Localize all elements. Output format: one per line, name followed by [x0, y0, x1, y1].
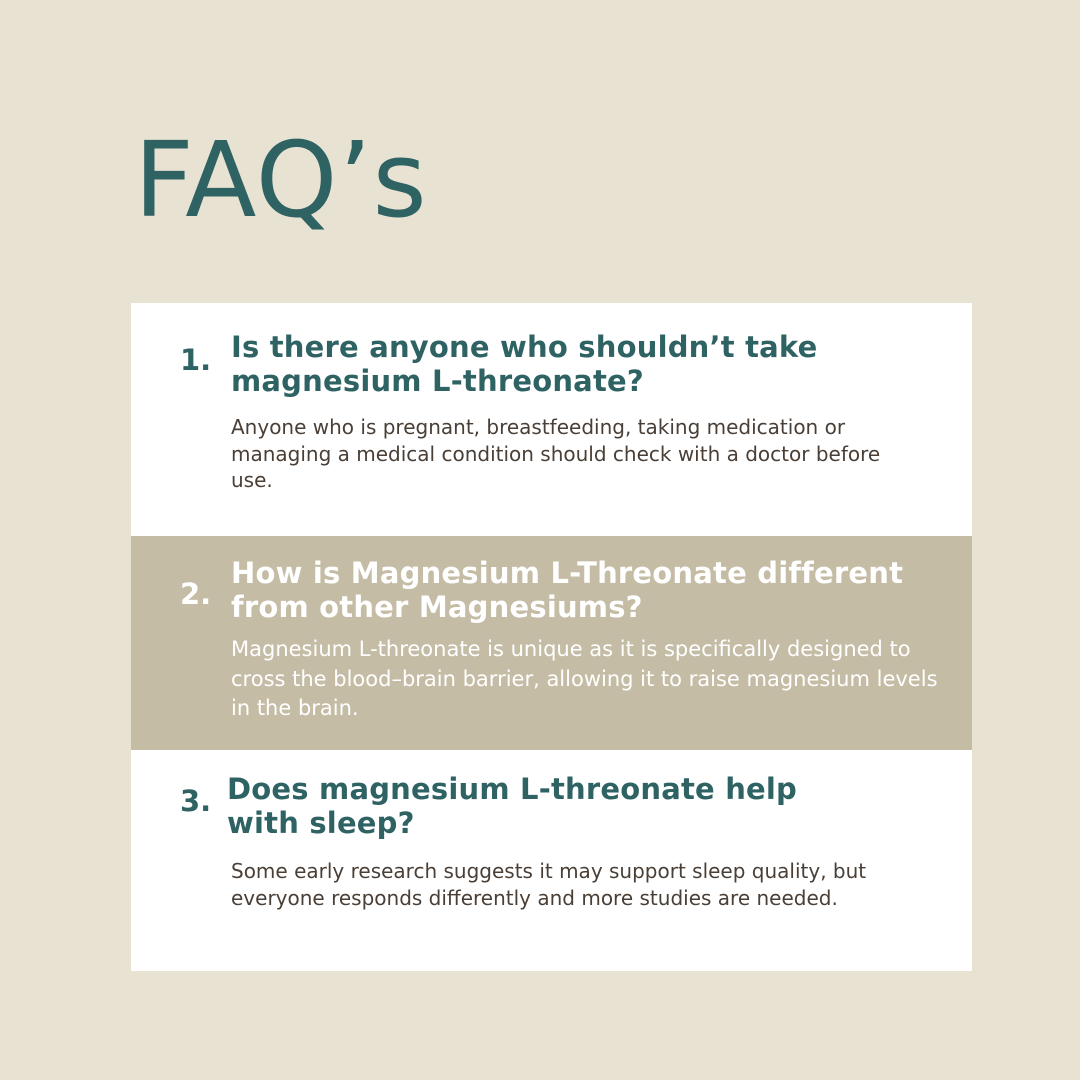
faq-answer: Some early research suggests it may support sleep quality, but everyone responds differently and more studies are needed. — [231, 859, 867, 910]
page-title: FAQ’s — [134, 119, 428, 241]
faq-number: 2. — [180, 577, 212, 611]
faq-number: 3. — [180, 784, 212, 818]
faq-item-2 — [131, 536, 972, 750]
faq-question: Does magnesium L-threonate help with sleep? — [227, 772, 798, 840]
faq-item-1 — [131, 303, 972, 536]
faq-list — [131, 303, 972, 971]
faq-answer: Magnesium L-threonate is unique as it is specifically designed to cross the blood–brain barrier, allowing it to raise magnesium levels in the brain. — [231, 637, 938, 720]
faq-item-3 — [131, 750, 972, 971]
faq-number: 1. — [180, 343, 212, 377]
faq-answer: Anyone who is pregnant, breastfeeding, taking medication or managing a medical condition should check with a doctor before use. — [231, 415, 881, 492]
faq-question: How is Magnesium L-Threonate different from other Magnesiums? — [231, 556, 904, 624]
faq-question: Is there anyone who shouldn’t take magnesium L-threonate? — [231, 330, 818, 398]
